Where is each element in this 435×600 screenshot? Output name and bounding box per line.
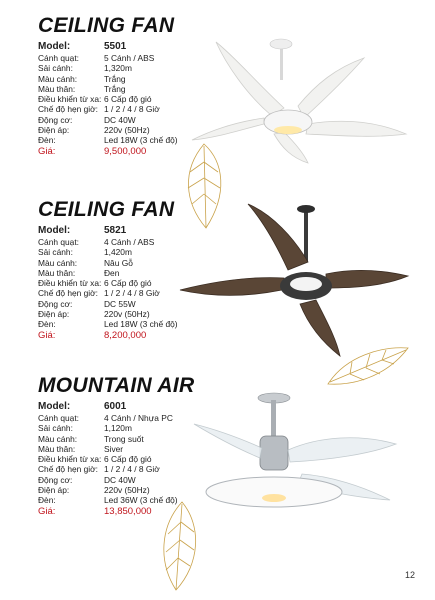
spec-value: Led 18W (3 chế độ): [104, 319, 178, 330]
spec-value: 1,420m: [104, 247, 132, 258]
spec-value: DC 40W: [104, 474, 136, 485]
spec-value: Nâu Gỗ: [104, 257, 133, 268]
spec-value: 220v (50Hz): [104, 309, 150, 320]
product-title: CEILING FAN: [38, 14, 175, 37]
spec-label: Điều khiển từ xa:: [38, 94, 102, 105]
motor-body: [260, 436, 288, 470]
model-label: Model:: [38, 225, 71, 236]
spec-value: 1,120m: [104, 423, 132, 434]
spec-value: Đen: [104, 267, 120, 278]
price-value: 8,200,000: [104, 329, 147, 341]
spec-label: Chế độ hẹn giờ:: [38, 464, 98, 475]
fan-blade: [192, 118, 264, 140]
spec-label: Sải cánh:: [38, 247, 73, 258]
spec-label: Màu thân:: [38, 83, 76, 94]
downrod: [271, 400, 276, 438]
spec-value: 4 Cánh / ABS: [104, 237, 155, 247]
leaf-vein: [330, 350, 406, 382]
spec-value: 1,320m: [104, 63, 132, 74]
model-value: 5501: [104, 41, 127, 52]
canopy: [270, 39, 292, 49]
spec-value: Trắng: [104, 83, 126, 94]
spec-value: 6 Cấp độ gió: [104, 454, 152, 465]
spec-value: 220v (50Hz): [104, 485, 150, 496]
spec-value: Led 18W (3 chế độ): [104, 135, 178, 146]
spec-value: DC 40W: [104, 114, 136, 125]
gold-leaf-decoration: [176, 142, 232, 232]
spec-label: Màu cánh:: [38, 73, 78, 84]
canopy: [297, 205, 315, 213]
gold-leaf-decoration: [326, 344, 410, 388]
model-value: 5821: [104, 225, 127, 236]
spec-label: Động cơ:: [38, 114, 73, 125]
price-value: 9,500,000: [104, 145, 147, 157]
spec-label: Điện áp:: [38, 309, 70, 320]
fan-blade: [326, 270, 408, 288]
fan-blade: [288, 438, 396, 462]
spec-label: Cánh quạt:: [38, 53, 79, 63]
led-light: [262, 494, 286, 502]
spec-value: 1 / 2 / 4 / 8 Giờ: [104, 464, 160, 475]
model-label: Model:: [38, 401, 71, 412]
spec-label: Cánh quạt:: [38, 237, 79, 247]
fan-blade: [194, 424, 262, 458]
spec-value: 1 / 2 / 4 / 8 Giờ: [104, 104, 160, 115]
spec-value: 220v (50Hz): [104, 125, 150, 136]
product-title: MOUNTAIN AIR: [38, 374, 195, 397]
downrod: [304, 206, 308, 262]
spec-label: Màu thân:: [38, 267, 76, 278]
spec-value: 6 Cấp độ gió: [104, 278, 152, 289]
led-light: [290, 277, 322, 291]
spec-value: Siver: [104, 443, 124, 454]
price-label: Giá:: [38, 145, 56, 157]
spec-label: Đèn:: [38, 495, 56, 506]
spec-value: DC 55W: [104, 298, 136, 309]
spec-label: Điện áp:: [38, 485, 70, 496]
fan-blade: [216, 42, 284, 116]
model-value: 6001: [104, 401, 127, 412]
spec-label: Cánh quạt:: [38, 413, 79, 423]
spec-label: Màu thân:: [38, 443, 76, 454]
spec-label: Chế độ hẹn giờ:: [38, 104, 98, 115]
leaf-vein: [166, 504, 194, 590]
model-label: Model:: [38, 41, 71, 52]
spec-label: Động cơ:: [38, 474, 73, 485]
fan-blade: [274, 132, 308, 163]
price-label: Giá:: [38, 329, 56, 341]
fan-blade: [306, 121, 406, 136]
fan-6001-image: [190, 388, 406, 520]
fan-blade: [248, 204, 308, 270]
spec-value: Trắng: [104, 73, 126, 84]
spec-label: Màu cánh:: [38, 433, 78, 444]
spec-label: Động cơ:: [38, 298, 73, 309]
spec-value: 4 Cánh / Nhựa PC: [104, 413, 173, 423]
spec-value: Trong suốt: [104, 433, 144, 444]
spec-label: Điện áp:: [38, 125, 70, 136]
lamp-shade: [206, 477, 342, 507]
page-number: 12: [404, 570, 415, 580]
spec-value: 5 Cánh / ABS: [104, 53, 155, 63]
spec-label: Điều khiển từ xa:: [38, 278, 102, 289]
spec-value: 1 / 2 / 4 / 8 Giờ: [104, 288, 160, 299]
price-value: 13,850,000: [104, 505, 152, 517]
spec-value: Led 36W (3 chế độ): [104, 495, 178, 506]
spec-label: Màu cánh:: [38, 257, 78, 268]
spec-label: Sải cánh:: [38, 423, 73, 434]
spec-label: Đèn:: [38, 135, 56, 146]
spec-value: 6 Cấp độ gió: [104, 94, 152, 105]
spec-label: Sải cánh:: [38, 63, 73, 74]
price-label: Giá:: [38, 505, 56, 517]
spec-label: Chế độ hẹn giờ:: [38, 288, 98, 299]
fan-blade: [180, 278, 284, 296]
product-title: CEILING FAN: [38, 198, 175, 221]
leaf-outline: [164, 502, 196, 590]
spec-label: Đèn:: [38, 319, 56, 330]
fan-blade: [298, 58, 364, 118]
led-light: [274, 126, 302, 134]
spec-label: Điều khiển từ xa:: [38, 454, 102, 465]
gold-leaf-decoration: [152, 500, 208, 592]
